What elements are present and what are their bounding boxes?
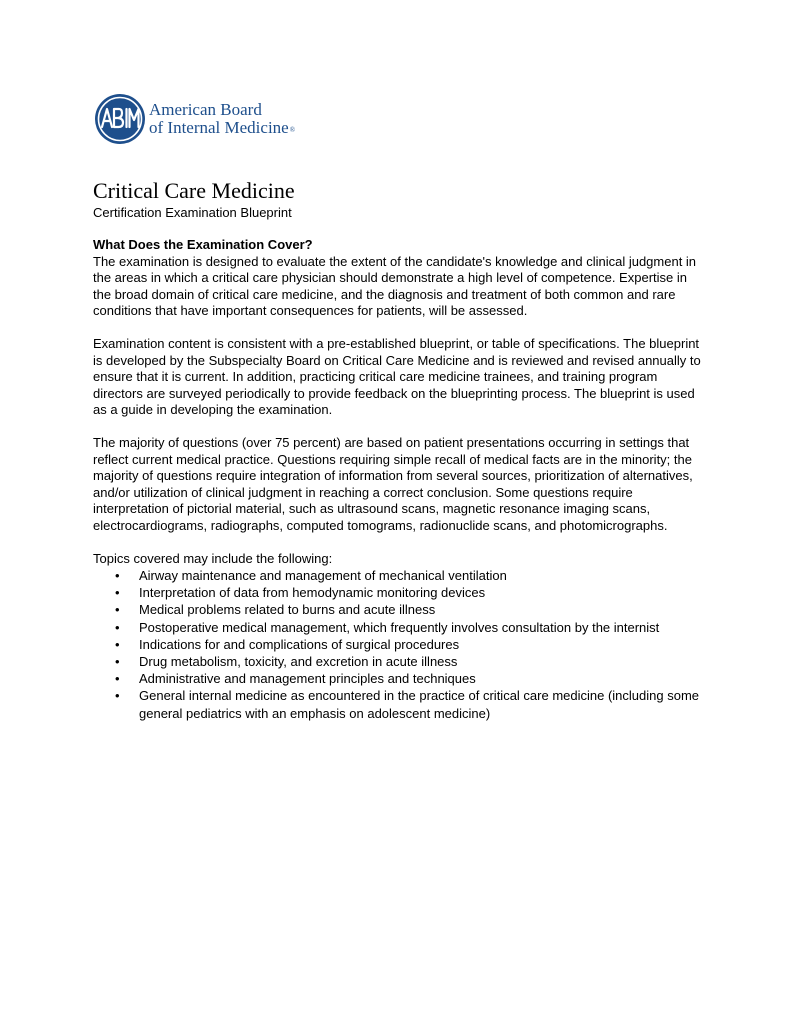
list-item-text: Administrative and management principles and techniques	[139, 671, 476, 687]
document-subtitle: Certification Examination Blueprint	[93, 205, 292, 220]
paragraph-blueprint: Examination content is consistent with a pre-established blueprint, or table of specifications. The blueprint is developed by the Subspecialty Board on Critical Care Medicine and is reviewed and revised annually to ensure that it is current. In addition, practicing critical care medicine trainees, and training program directors are surveyed periodically to provide feedback on the blueprinting process. The blueprint is used as a guide in developing the examination.	[93, 336, 701, 417]
bullet: •	[115, 568, 120, 583]
logo-line-2-text: of Internal Medicine	[149, 118, 289, 137]
list-item-text: Medical problems related to burns and acute illness	[139, 602, 436, 618]
registered-mark: ®	[289, 126, 296, 134]
list-item	[93, 653, 703, 670]
paragraph-overview: The examination is designed to evaluate the extent of the candidate's knowledge and clinical judgment in the areas in which a critical care physician should demonstrate a high level of competence. Expertise in the broad domain of critical care medicine, and the diagnosis and treatment of both common and rare conditions that have important consequences for patients, will be assessed.	[93, 253, 697, 318]
bullet: •	[115, 619, 120, 635]
bullet: •	[115, 602, 120, 618]
logo-line-1: American Board	[149, 100, 262, 119]
abim-seal-icon	[94, 93, 146, 145]
paragraph-question-types: The majority of questions (over 75 percent) are based on patient presentations occurring in settings that reflect current medical practice. Questions requiring simple recall of medical facts are in the minority; the majority of questions require integration of information from several sources, prioritization of alternatives, and/or utilization of clinical judgment in reaching a correct conclusion. Some questions require interpretation of pictorial material, such as ultrasound scans, magnetic resonance imaging scans, electrocardiograms, radiographs, computed tomograms, radionuclide scans, and photomicrographs.	[93, 435, 693, 533]
list-item-text: Drug metabolism, toxicity, and excretion in acute illness	[139, 654, 458, 670]
abim-logo	[94, 93, 295, 145]
list-item-text: Indications for and complications of surgical procedures	[139, 636, 460, 652]
logo-line-2	[149, 119, 295, 137]
list-item	[93, 567, 703, 584]
paragraph-topics-intro: Topics covered may include the following:	[93, 550, 333, 566]
bullet: •	[115, 671, 120, 687]
list-item-text: General internal medicine as encountered in the practice of critical care medicine (including some general pediatrics with an emphasis on adolescent medicine)	[139, 688, 700, 721]
list-item	[93, 584, 703, 601]
bullet: •	[115, 654, 120, 670]
bullet: •	[115, 585, 120, 601]
document-body	[93, 178, 703, 722]
list-item	[93, 687, 703, 721]
logo-wordmark	[149, 101, 295, 137]
section-heading: What Does the Examination Cover?	[93, 237, 313, 252]
bullet: •	[115, 688, 120, 704]
list-item	[93, 670, 703, 687]
list-item	[93, 601, 703, 618]
list-item	[93, 636, 703, 653]
document-title: Critical Care Medicine	[93, 178, 295, 203]
list-item-text: Airway maintenance and management of mechanical ventilation	[139, 568, 507, 583]
list-item	[93, 619, 703, 636]
list-item-text: Interpretation of data from hemodynamic monitoring devices	[139, 585, 486, 601]
bullet: •	[115, 636, 120, 652]
topics-list	[93, 567, 703, 722]
list-item-text: Postoperative medical management, which frequently involves consultation by the internist	[139, 619, 660, 635]
